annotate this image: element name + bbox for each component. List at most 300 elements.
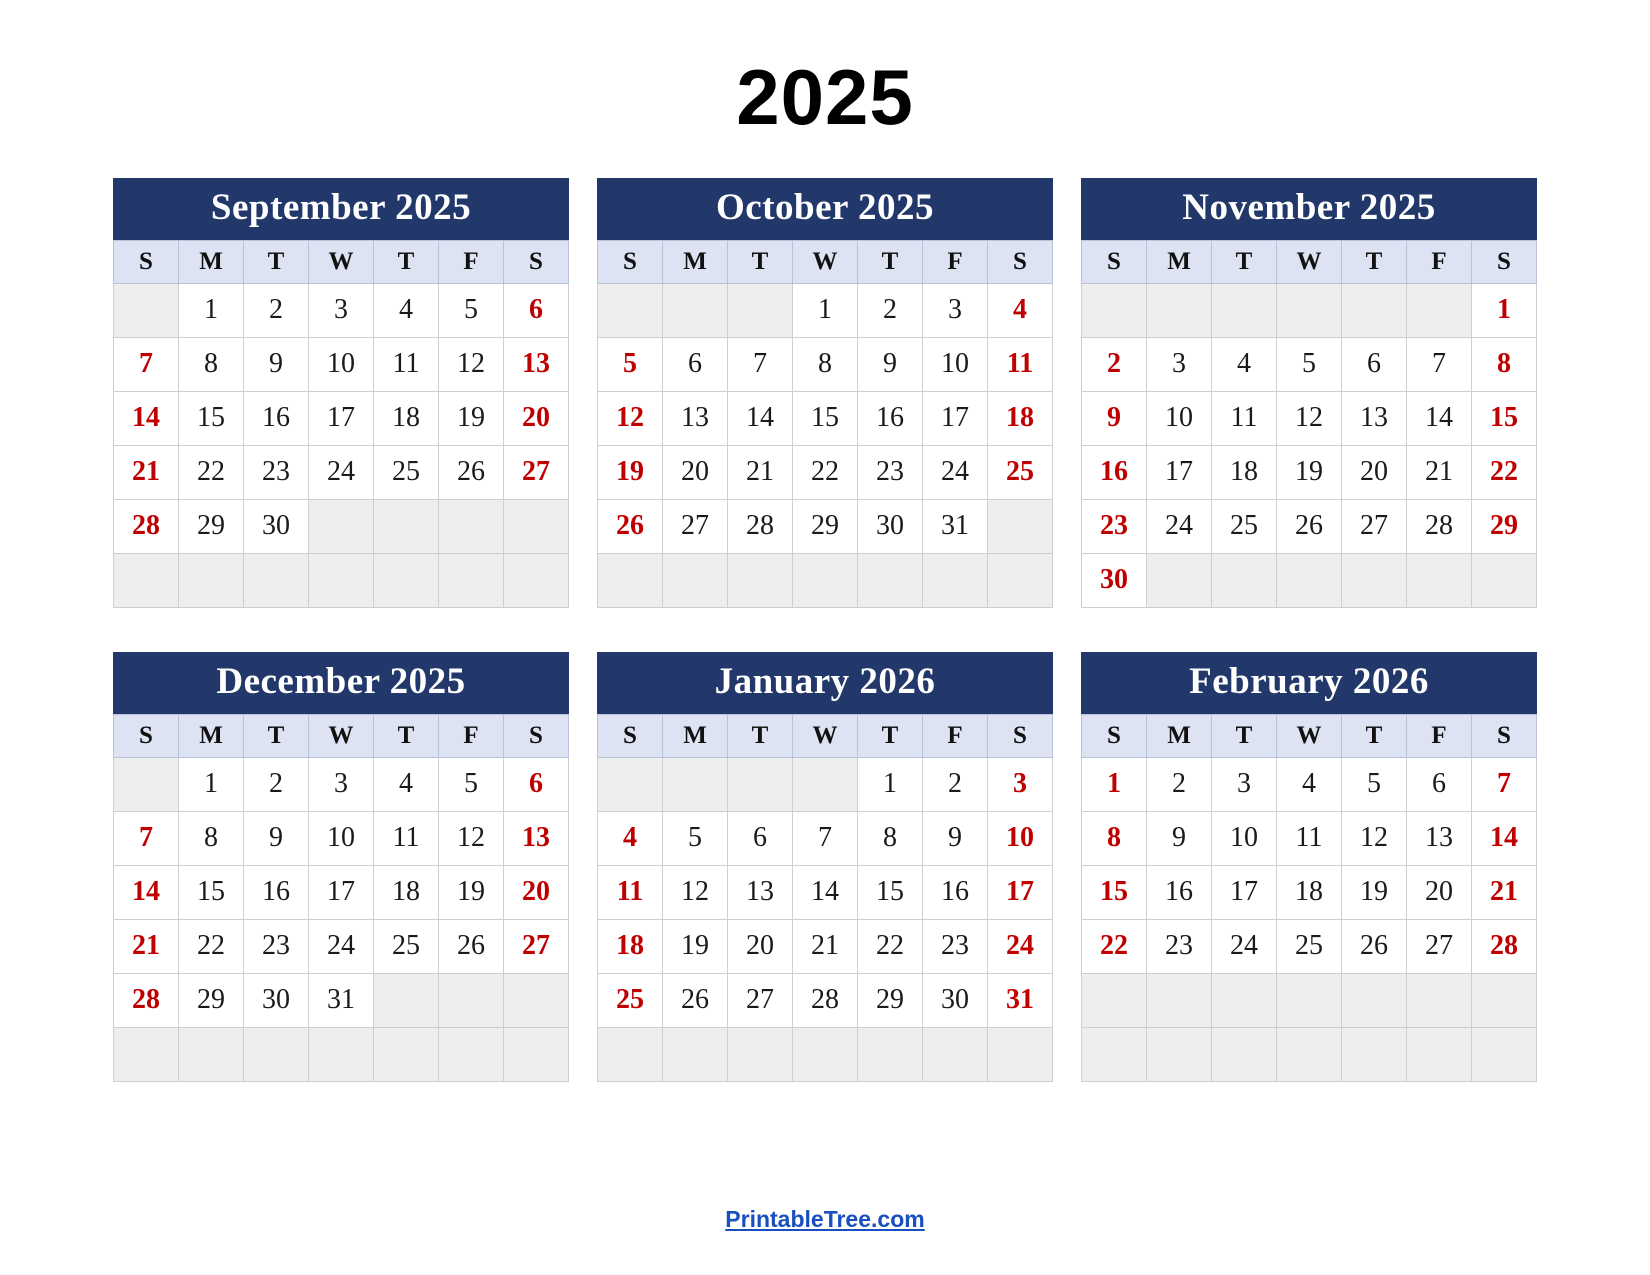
day-cell-empty xyxy=(1407,553,1472,607)
weekday-header: W xyxy=(793,240,858,283)
day-cell[interactable]: 11 xyxy=(1212,391,1277,445)
day-cell[interactable]: 8 xyxy=(858,811,923,865)
day-cell[interactable]: 28 xyxy=(114,973,179,1027)
day-cell[interactable]: 16 xyxy=(858,391,923,445)
day-cell[interactable]: 20 xyxy=(663,445,728,499)
day-cell[interactable]: 30 xyxy=(1082,553,1147,607)
day-cell[interactable]: 15 xyxy=(1472,391,1537,445)
day-cell-empty xyxy=(179,553,244,607)
week-row xyxy=(114,553,569,607)
week-row xyxy=(598,865,1053,919)
day-cell[interactable]: 23 xyxy=(244,919,309,973)
day-cell[interactable]: 11 xyxy=(988,337,1053,391)
day-cell[interactable]: 8 xyxy=(1082,811,1147,865)
day-cell[interactable]: 2 xyxy=(1082,337,1147,391)
month-table xyxy=(1081,240,1537,608)
weekday-header: F xyxy=(1407,714,1472,757)
day-cell[interactable]: 6 xyxy=(1407,757,1472,811)
day-cell[interactable]: 24 xyxy=(1147,499,1212,553)
day-cell[interactable]: 17 xyxy=(309,391,374,445)
day-cell[interactable]: 7 xyxy=(728,337,793,391)
day-cell[interactable]: 6 xyxy=(504,757,569,811)
day-cell[interactable]: 15 xyxy=(179,391,244,445)
day-cell[interactable]: 27 xyxy=(504,445,569,499)
day-cell-empty xyxy=(244,1027,309,1081)
day-cell-empty xyxy=(1342,283,1407,337)
day-cell[interactable]: 16 xyxy=(244,865,309,919)
day-cell[interactable]: 29 xyxy=(179,973,244,1027)
weekday-header: F xyxy=(923,714,988,757)
day-cell[interactable]: 1 xyxy=(179,757,244,811)
day-cell-empty xyxy=(858,553,923,607)
day-cell[interactable]: 19 xyxy=(1342,865,1407,919)
weekday-header-row xyxy=(114,240,569,283)
day-cell[interactable]: 22 xyxy=(858,919,923,973)
day-cell-empty xyxy=(1147,283,1212,337)
day-cell[interactable]: 13 xyxy=(504,337,569,391)
day-cell[interactable]: 18 xyxy=(374,391,439,445)
day-cell[interactable]: 12 xyxy=(598,391,663,445)
day-cell-empty xyxy=(663,1027,728,1081)
weekday-header: T xyxy=(374,714,439,757)
day-cell[interactable]: 10 xyxy=(988,811,1053,865)
day-cell[interactable]: 13 xyxy=(504,811,569,865)
day-cell[interactable]: 2 xyxy=(244,757,309,811)
week-row xyxy=(1082,811,1537,865)
day-cell[interactable]: 16 xyxy=(244,391,309,445)
day-cell[interactable]: 28 xyxy=(114,499,179,553)
day-cell[interactable]: 18 xyxy=(598,919,663,973)
week-row xyxy=(598,1027,1053,1081)
day-cell[interactable]: 26 xyxy=(598,499,663,553)
day-cell[interactable]: 15 xyxy=(1082,865,1147,919)
week-row xyxy=(598,445,1053,499)
day-cell[interactable]: 11 xyxy=(374,337,439,391)
day-cell[interactable]: 17 xyxy=(988,865,1053,919)
day-cell[interactable]: 8 xyxy=(793,337,858,391)
month-block xyxy=(1081,652,1537,1082)
day-cell-empty xyxy=(1277,1027,1342,1081)
day-cell[interactable]: 1 xyxy=(1082,757,1147,811)
day-cell[interactable]: 9 xyxy=(858,337,923,391)
day-cell[interactable]: 2 xyxy=(923,757,988,811)
day-cell[interactable]: 29 xyxy=(858,973,923,1027)
day-cell[interactable]: 3 xyxy=(1212,757,1277,811)
day-cell[interactable]: 6 xyxy=(504,283,569,337)
day-cell[interactable]: 21 xyxy=(1472,865,1537,919)
day-cell[interactable]: 12 xyxy=(439,337,504,391)
day-cell[interactable]: 4 xyxy=(1277,757,1342,811)
day-cell[interactable]: 25 xyxy=(598,973,663,1027)
day-cell[interactable]: 3 xyxy=(309,757,374,811)
month-title: December 2025 xyxy=(113,652,569,714)
week-row xyxy=(1082,973,1537,1027)
day-cell[interactable]: 7 xyxy=(1407,337,1472,391)
day-cell-empty xyxy=(1277,283,1342,337)
day-cell[interactable]: 25 xyxy=(988,445,1053,499)
day-cell-empty xyxy=(923,1027,988,1081)
day-cell[interactable]: 21 xyxy=(114,445,179,499)
day-cell[interactable]: 23 xyxy=(1147,919,1212,973)
weekday-header: S xyxy=(1472,240,1537,283)
day-cell[interactable]: 14 xyxy=(728,391,793,445)
day-cell[interactable]: 30 xyxy=(244,973,309,1027)
day-cell-empty xyxy=(1277,553,1342,607)
day-cell[interactable]: 20 xyxy=(504,865,569,919)
day-cell[interactable]: 23 xyxy=(244,445,309,499)
day-cell[interactable]: 28 xyxy=(793,973,858,1027)
day-cell[interactable]: 5 xyxy=(439,757,504,811)
day-cell[interactable]: 1 xyxy=(793,283,858,337)
day-cell-empty xyxy=(309,553,374,607)
day-cell[interactable]: 9 xyxy=(923,811,988,865)
day-cell[interactable]: 4 xyxy=(598,811,663,865)
day-cell[interactable]: 25 xyxy=(1212,499,1277,553)
day-cell[interactable]: 1 xyxy=(1472,283,1537,337)
month-table xyxy=(597,240,1053,608)
day-cell[interactable]: 9 xyxy=(1147,811,1212,865)
day-cell[interactable]: 20 xyxy=(1407,865,1472,919)
day-cell[interactable]: 23 xyxy=(1082,499,1147,553)
day-cell[interactable]: 11 xyxy=(1277,811,1342,865)
day-cell[interactable]: 8 xyxy=(179,811,244,865)
day-cell[interactable]: 19 xyxy=(439,391,504,445)
day-cell-empty xyxy=(1472,973,1537,1027)
day-cell[interactable]: 9 xyxy=(244,337,309,391)
day-cell[interactable]: 13 xyxy=(1407,811,1472,865)
weekday-header-row xyxy=(114,714,569,757)
day-cell[interactable]: 8 xyxy=(179,337,244,391)
weekday-header: M xyxy=(179,240,244,283)
week-row xyxy=(598,283,1053,337)
day-cell[interactable]: 30 xyxy=(858,499,923,553)
day-cell[interactable]: 1 xyxy=(179,283,244,337)
week-row xyxy=(1082,1027,1537,1081)
day-cell[interactable]: 25 xyxy=(374,445,439,499)
day-cell-empty xyxy=(1212,973,1277,1027)
day-cell[interactable]: 17 xyxy=(309,865,374,919)
day-cell[interactable]: 7 xyxy=(114,337,179,391)
day-cell[interactable]: 31 xyxy=(988,973,1053,1027)
day-cell[interactable]: 28 xyxy=(1407,499,1472,553)
week-row xyxy=(1082,283,1537,337)
day-cell-empty xyxy=(728,283,793,337)
day-cell[interactable]: 14 xyxy=(1472,811,1537,865)
day-cell[interactable]: 25 xyxy=(374,919,439,973)
day-cell[interactable]: 12 xyxy=(1277,391,1342,445)
day-cell[interactable]: 6 xyxy=(663,337,728,391)
day-cell[interactable]: 16 xyxy=(923,865,988,919)
week-row xyxy=(1082,919,1537,973)
day-cell[interactable]: 22 xyxy=(179,445,244,499)
day-cell-empty xyxy=(1082,1027,1147,1081)
day-cell-empty xyxy=(374,973,439,1027)
weekday-header: M xyxy=(179,714,244,757)
day-cell[interactable]: 12 xyxy=(663,865,728,919)
day-cell[interactable]: 28 xyxy=(728,499,793,553)
day-cell-empty xyxy=(1342,973,1407,1027)
day-cell[interactable]: 9 xyxy=(244,811,309,865)
weekday-header-row xyxy=(598,240,1053,283)
day-cell[interactable]: 14 xyxy=(793,865,858,919)
day-cell[interactable]: 25 xyxy=(1277,919,1342,973)
day-cell[interactable]: 9 xyxy=(1082,391,1147,445)
day-cell-empty xyxy=(1342,1027,1407,1081)
day-cell[interactable]: 7 xyxy=(114,811,179,865)
day-cell[interactable]: 27 xyxy=(504,919,569,973)
day-cell-empty xyxy=(504,499,569,553)
weekday-header: S xyxy=(504,714,569,757)
day-cell[interactable]: 19 xyxy=(663,919,728,973)
day-cell[interactable]: 2 xyxy=(244,283,309,337)
day-cell[interactable]: 21 xyxy=(793,919,858,973)
day-cell[interactable]: 5 xyxy=(1342,757,1407,811)
weekday-header: W xyxy=(1277,714,1342,757)
day-cell-empty xyxy=(728,1027,793,1081)
day-cell[interactable]: 2 xyxy=(858,283,923,337)
weekday-header: M xyxy=(663,240,728,283)
day-cell[interactable]: 1 xyxy=(858,757,923,811)
day-cell[interactable]: 22 xyxy=(793,445,858,499)
day-cell-empty xyxy=(309,1027,374,1081)
weekday-header: S xyxy=(598,240,663,283)
day-cell[interactable]: 24 xyxy=(923,445,988,499)
day-cell[interactable]: 24 xyxy=(309,445,374,499)
week-row xyxy=(1082,445,1537,499)
day-cell[interactable]: 22 xyxy=(179,919,244,973)
day-cell[interactable]: 10 xyxy=(1212,811,1277,865)
day-cell[interactable]: 22 xyxy=(1082,919,1147,973)
day-cell-empty xyxy=(598,1027,663,1081)
day-cell[interactable]: 10 xyxy=(923,337,988,391)
week-row xyxy=(114,499,569,553)
day-cell[interactable]: 12 xyxy=(439,811,504,865)
weekday-header: T xyxy=(728,240,793,283)
day-cell-empty xyxy=(1472,553,1537,607)
printabletree-link[interactable]: PrintableTree.com xyxy=(725,1206,925,1232)
weekday-header-row xyxy=(1082,240,1537,283)
week-row xyxy=(114,757,569,811)
weekday-header: S xyxy=(988,714,1053,757)
day-cell[interactable]: 7 xyxy=(793,811,858,865)
month-title: November 2025 xyxy=(1081,178,1537,240)
day-cell[interactable]: 3 xyxy=(309,283,374,337)
day-cell[interactable]: 5 xyxy=(663,811,728,865)
week-row xyxy=(114,811,569,865)
day-cell[interactable]: 20 xyxy=(504,391,569,445)
week-row xyxy=(114,865,569,919)
weekday-header: T xyxy=(244,714,309,757)
day-cell[interactable]: 4 xyxy=(374,283,439,337)
day-cell-empty xyxy=(374,553,439,607)
month-table xyxy=(113,240,569,608)
day-cell[interactable]: 20 xyxy=(1342,445,1407,499)
week-row xyxy=(1082,499,1537,553)
weekday-header: W xyxy=(309,714,374,757)
day-cell[interactable]: 17 xyxy=(923,391,988,445)
week-row xyxy=(598,973,1053,1027)
weekday-header: T xyxy=(1342,714,1407,757)
day-cell[interactable]: 14 xyxy=(1407,391,1472,445)
months-grid xyxy=(0,178,1650,1082)
weekday-header: F xyxy=(923,240,988,283)
week-row xyxy=(1082,337,1537,391)
month-block xyxy=(1081,178,1537,608)
day-cell[interactable]: 15 xyxy=(858,865,923,919)
day-cell[interactable]: 17 xyxy=(1147,445,1212,499)
weekday-header: S xyxy=(1082,714,1147,757)
day-cell[interactable]: 23 xyxy=(923,919,988,973)
day-cell[interactable]: 12 xyxy=(1342,811,1407,865)
day-cell-empty xyxy=(663,553,728,607)
day-cell[interactable]: 18 xyxy=(374,865,439,919)
day-cell[interactable]: 27 xyxy=(1342,499,1407,553)
day-cell[interactable]: 18 xyxy=(1277,865,1342,919)
day-cell[interactable]: 3 xyxy=(988,757,1053,811)
footer xyxy=(0,1206,1650,1233)
week-row xyxy=(114,1027,569,1081)
day-cell[interactable]: 10 xyxy=(1147,391,1212,445)
day-cell[interactable]: 5 xyxy=(1277,337,1342,391)
weekday-header: S xyxy=(1472,714,1537,757)
week-row xyxy=(114,445,569,499)
page-title: 2025 xyxy=(736,53,914,141)
day-cell-empty xyxy=(923,553,988,607)
day-cell-empty xyxy=(309,499,374,553)
day-cell[interactable]: 4 xyxy=(374,757,439,811)
day-cell[interactable]: 4 xyxy=(1212,337,1277,391)
day-cell-empty xyxy=(439,499,504,553)
week-row xyxy=(1082,553,1537,607)
day-cell[interactable]: 2 xyxy=(1147,757,1212,811)
day-cell[interactable]: 11 xyxy=(374,811,439,865)
day-cell[interactable]: 26 xyxy=(1277,499,1342,553)
day-cell-empty xyxy=(1407,1027,1472,1081)
day-cell[interactable]: 3 xyxy=(923,283,988,337)
day-cell[interactable]: 31 xyxy=(309,973,374,1027)
weekday-header: T xyxy=(858,240,923,283)
day-cell[interactable]: 6 xyxy=(728,811,793,865)
day-cell[interactable]: 23 xyxy=(858,445,923,499)
day-cell-empty xyxy=(598,757,663,811)
day-cell[interactable]: 19 xyxy=(598,445,663,499)
day-cell[interactable]: 21 xyxy=(114,919,179,973)
day-cell[interactable]: 3 xyxy=(1147,337,1212,391)
day-cell[interactable]: 27 xyxy=(728,973,793,1027)
day-cell[interactable]: 24 xyxy=(1212,919,1277,973)
day-cell[interactable]: 27 xyxy=(1407,919,1472,973)
weekday-header: F xyxy=(1407,240,1472,283)
weekday-header: T xyxy=(728,714,793,757)
day-cell[interactable]: 15 xyxy=(793,391,858,445)
day-cell[interactable]: 29 xyxy=(179,499,244,553)
day-cell-empty xyxy=(1147,553,1212,607)
day-cell[interactable]: 26 xyxy=(439,445,504,499)
day-cell[interactable]: 26 xyxy=(663,973,728,1027)
day-cell[interactable]: 18 xyxy=(988,391,1053,445)
day-cell-empty xyxy=(793,1027,858,1081)
day-cell-empty xyxy=(504,553,569,607)
day-cell[interactable]: 20 xyxy=(728,919,793,973)
weekday-header: F xyxy=(439,714,504,757)
day-cell-empty xyxy=(598,553,663,607)
weekday-header: S xyxy=(504,240,569,283)
day-cell-empty xyxy=(504,1027,569,1081)
day-cell[interactable]: 17 xyxy=(1212,865,1277,919)
day-cell[interactable]: 11 xyxy=(598,865,663,919)
day-cell-empty xyxy=(728,553,793,607)
week-row xyxy=(1082,391,1537,445)
day-cell[interactable]: 27 xyxy=(663,499,728,553)
weekday-header: W xyxy=(793,714,858,757)
day-cell[interactable]: 5 xyxy=(439,283,504,337)
day-cell[interactable]: 13 xyxy=(728,865,793,919)
day-cell[interactable]: 28 xyxy=(1472,919,1537,973)
day-cell[interactable]: 16 xyxy=(1082,445,1147,499)
day-cell[interactable]: 24 xyxy=(988,919,1053,973)
week-row xyxy=(114,391,569,445)
day-cell[interactable]: 30 xyxy=(244,499,309,553)
month-title: January 2026 xyxy=(597,652,1053,714)
weekday-header: S xyxy=(114,714,179,757)
month-table xyxy=(113,714,569,1082)
day-cell[interactable]: 19 xyxy=(1277,445,1342,499)
day-cell-empty xyxy=(793,553,858,607)
day-cell[interactable]: 18 xyxy=(1212,445,1277,499)
day-cell[interactable]: 26 xyxy=(439,919,504,973)
day-cell-empty xyxy=(663,757,728,811)
weekday-header: M xyxy=(1147,714,1212,757)
month-table xyxy=(1081,714,1537,1082)
day-cell[interactable]: 10 xyxy=(309,337,374,391)
day-cell[interactable]: 19 xyxy=(439,865,504,919)
day-cell-empty xyxy=(988,553,1053,607)
day-cell[interactable]: 21 xyxy=(1407,445,1472,499)
day-cell-empty xyxy=(439,973,504,1027)
day-cell-empty xyxy=(1407,973,1472,1027)
week-row xyxy=(114,919,569,973)
day-cell[interactable]: 21 xyxy=(728,445,793,499)
week-row xyxy=(114,973,569,1027)
day-cell[interactable]: 29 xyxy=(793,499,858,553)
day-cell-empty xyxy=(1212,1027,1277,1081)
month-block xyxy=(597,652,1053,1082)
weekday-header: S xyxy=(598,714,663,757)
day-cell[interactable]: 26 xyxy=(1342,919,1407,973)
day-cell[interactable]: 7 xyxy=(1472,757,1537,811)
day-cell[interactable]: 24 xyxy=(309,919,374,973)
day-cell[interactable]: 31 xyxy=(923,499,988,553)
day-cell[interactable]: 6 xyxy=(1342,337,1407,391)
day-cell[interactable]: 8 xyxy=(1472,337,1537,391)
day-cell[interactable]: 22 xyxy=(1472,445,1537,499)
day-cell[interactable]: 13 xyxy=(1342,391,1407,445)
day-cell[interactable]: 10 xyxy=(309,811,374,865)
week-row xyxy=(1082,757,1537,811)
day-cell[interactable]: 5 xyxy=(598,337,663,391)
day-cell[interactable]: 14 xyxy=(114,391,179,445)
day-cell[interactable]: 29 xyxy=(1472,499,1537,553)
day-cell-empty xyxy=(1277,973,1342,1027)
day-cell[interactable]: 15 xyxy=(179,865,244,919)
day-cell-empty xyxy=(988,1027,1053,1081)
day-cell[interactable]: 30 xyxy=(923,973,988,1027)
day-cell[interactable]: 4 xyxy=(988,283,1053,337)
day-cell[interactable]: 14 xyxy=(114,865,179,919)
day-cell[interactable]: 16 xyxy=(1147,865,1212,919)
weekday-header: T xyxy=(1212,714,1277,757)
day-cell[interactable]: 13 xyxy=(663,391,728,445)
